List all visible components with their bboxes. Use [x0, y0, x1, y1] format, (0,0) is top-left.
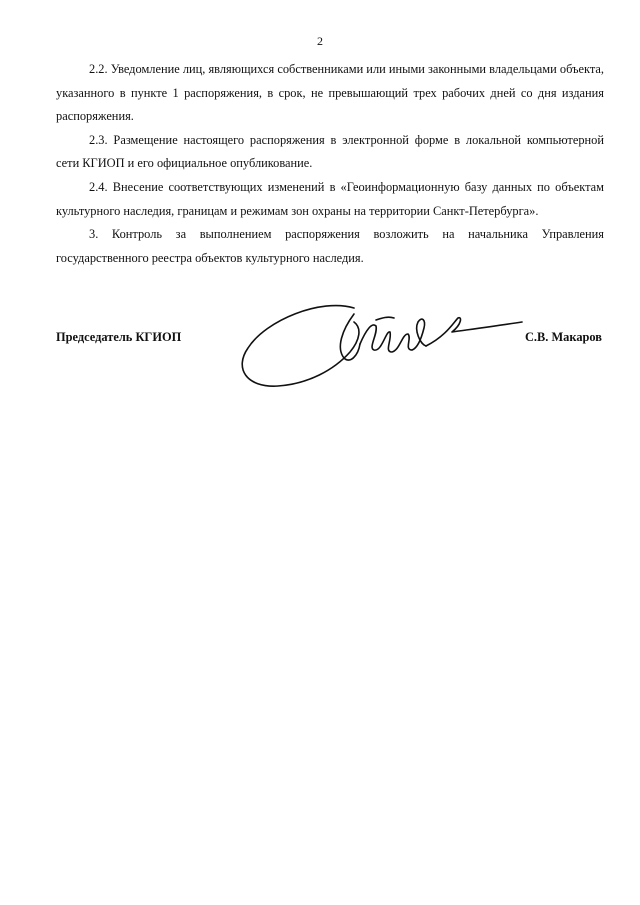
page-number: 2	[317, 34, 323, 48]
signer-title: Председатель КГИОП	[56, 330, 182, 344]
document-body	[56, 58, 604, 270]
paragraph-2-3: 2.3. Размещение настоящего распоряжения в электронной форме в локальной компьютерной сети КГИОП и его официальное опубликование.	[56, 132, 604, 171]
signature-block	[56, 326, 604, 406]
handwritten-signature	[226, 300, 526, 400]
signer-name: С.В. Макаров	[524, 330, 602, 344]
paragraph-3: 3. Контроль за выполнением распоряжения возложить на начальника Управления государственного реестра объектов культурного наследия.	[56, 227, 604, 265]
paragraph-2-2: 2.2. Уведомление лиц, являющихся собственниками или иными законными владельцами объекта, указанного в пункте 1 распоряжения, в срок, не превышающий трех рабочих дней со дня издания распоряжения.	[56, 62, 604, 124]
paragraph-2-4: 2.4. Внесение соответствующих изменений в «Геоинформационную базу данных по объектам культурного наследия, границам и режимам зон охраны на территории Санкт-Петербурга».	[56, 179, 604, 218]
